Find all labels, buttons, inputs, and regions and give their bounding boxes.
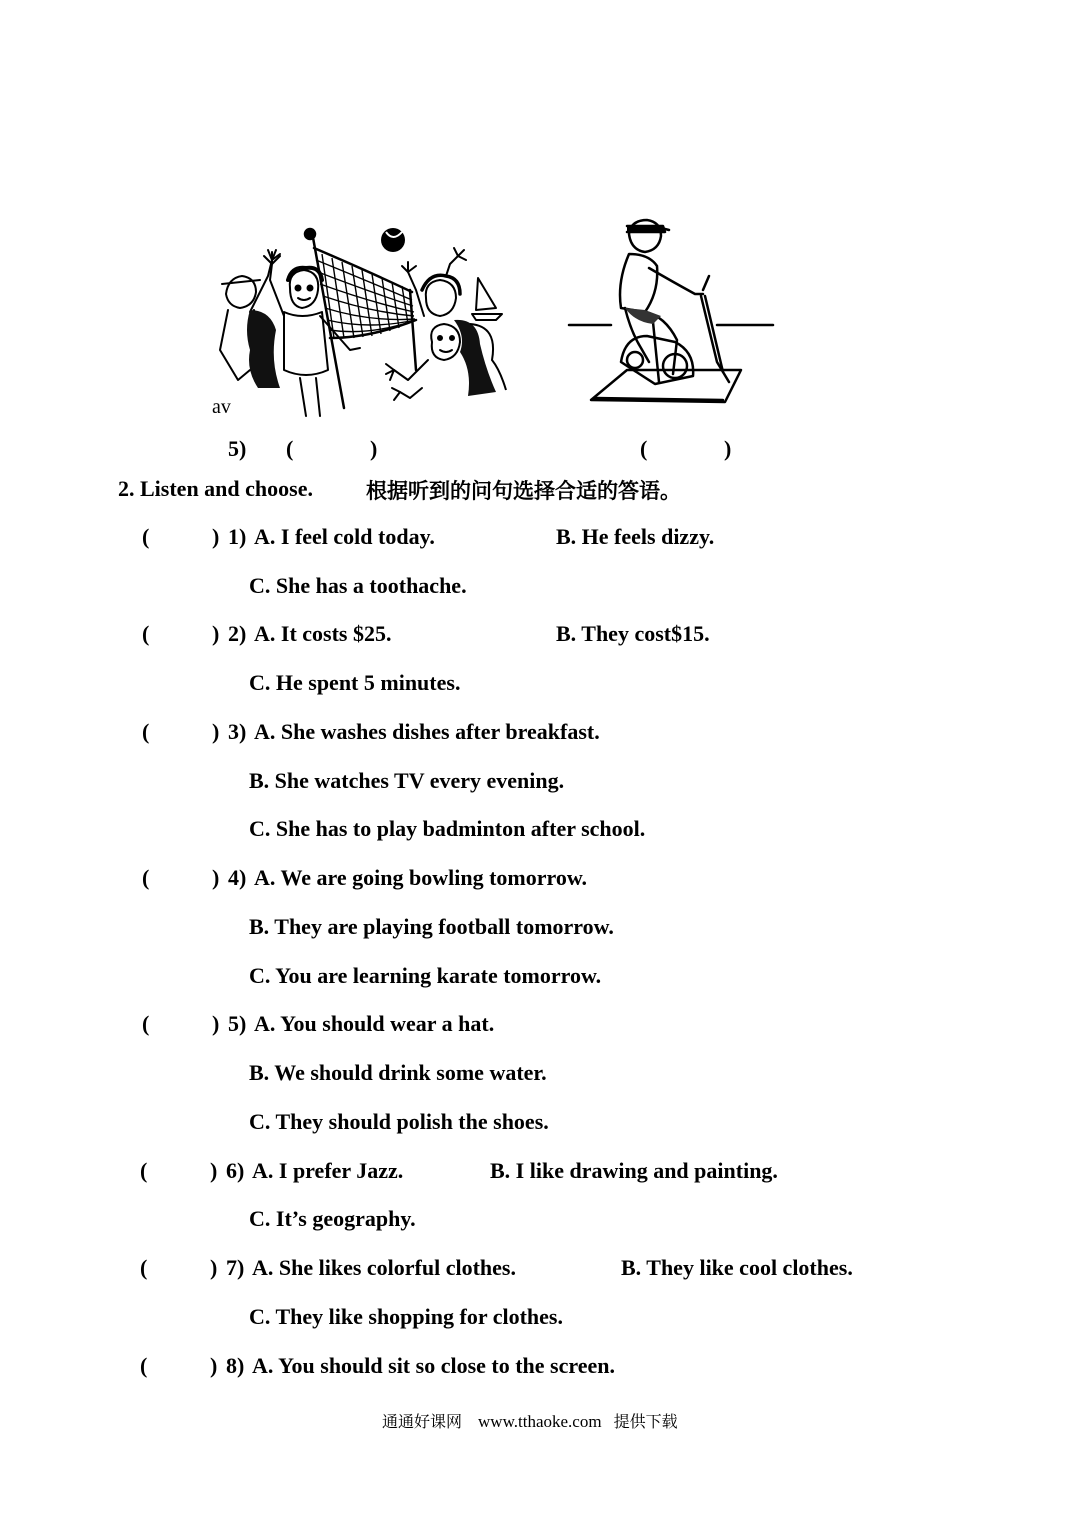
answer-blank-close: ) (210, 1158, 218, 1183)
footer-site-name: 通通好课网 (382, 1412, 463, 1431)
question-number: 6) (226, 1158, 245, 1183)
option-b: B. They cost$15. (556, 621, 710, 646)
part1-item5-number: 5) (228, 436, 247, 461)
option-a: A. She washes dishes after breakfast. (254, 719, 600, 744)
option-b: B. We should drink some water. (249, 1060, 547, 1085)
option-c: C. They like shopping for clothes. (249, 1304, 563, 1329)
option-b: B. I like drawing and painting. (490, 1158, 778, 1183)
footer-suffix: 提供下载 (613, 1412, 678, 1431)
part1-answer-blank-2-close: ) (724, 436, 732, 461)
page-footer (382, 1409, 678, 1432)
answer-blank-close: ) (212, 621, 220, 646)
option-c: C. She has to play badminton after school. (249, 816, 646, 841)
answer-blank-close: ) (212, 719, 220, 744)
answer-blank-open[interactable]: ( (142, 865, 150, 890)
option-a: A. We are going bowling tomorrow. (254, 865, 588, 890)
section2-title-en: 2. Listen and choose. (118, 476, 313, 501)
volleyball-picture (210, 220, 520, 420)
answer-blank-open[interactable]: ( (142, 1011, 150, 1036)
question-number: 7) (226, 1255, 245, 1280)
option-a: A. I feel cold today. (254, 524, 435, 549)
question-number: 4) (228, 865, 247, 890)
option-c: C. You are learning karate tomorrow. (249, 963, 602, 988)
answer-blank-close: ) (210, 1255, 218, 1280)
option-c: C. She has a toothache. (249, 573, 467, 598)
answer-blank-close: ) (212, 524, 220, 549)
option-a: A. She likes colorful clothes. (252, 1255, 516, 1280)
option-b: B. She watches TV every evening. (249, 768, 565, 793)
answer-blank-open[interactable]: ( (140, 1255, 148, 1280)
answer-blank-open[interactable]: ( (140, 1158, 148, 1183)
part1-answer-blank-2-open[interactable]: ( (640, 436, 648, 461)
answer-blank-open[interactable]: ( (140, 1353, 148, 1378)
option-a: A. You should wear a hat. (254, 1011, 495, 1036)
volleyball-caption: av (212, 396, 231, 418)
option-b: B. He feels dizzy. (556, 524, 715, 549)
option-b: B. They like cool clothes. (621, 1255, 853, 1280)
option-c: C. They should polish the shoes. (249, 1109, 549, 1134)
exercise-bike-picture (565, 212, 780, 412)
answer-blank-open[interactable]: ( (142, 621, 150, 646)
answer-blank-close: ) (212, 1011, 220, 1036)
answer-blank-close: ) (210, 1353, 218, 1378)
question-number: 3) (228, 719, 247, 744)
answer-blank-close: ) (212, 865, 220, 890)
option-c: C. He spent 5 minutes. (249, 670, 461, 695)
question-number: 5) (228, 1011, 247, 1036)
section2-title-zh: 根据听到的问句选择合适的答语。 (366, 479, 681, 503)
footer-url-link[interactable]: www.tthaoke.com (478, 1412, 602, 1431)
option-a: A. I prefer Jazz. (252, 1158, 404, 1183)
question-number: 2) (228, 621, 247, 646)
question-number: 8) (226, 1353, 245, 1378)
answer-blank-open[interactable]: ( (142, 719, 150, 744)
option-c: C. It’s geography. (249, 1206, 416, 1231)
question-number: 1) (228, 524, 247, 549)
option-b: B. They are playing football tomorrow. (249, 914, 614, 939)
answer-blank-open[interactable]: ( (142, 524, 150, 549)
option-a: A. You should sit so close to the screen. (252, 1353, 616, 1378)
part1-answer-blank-1-open[interactable]: ( (286, 436, 294, 461)
part1-answer-blank-1-close: ) (370, 436, 378, 461)
option-a: A. It costs $25. (254, 621, 392, 646)
